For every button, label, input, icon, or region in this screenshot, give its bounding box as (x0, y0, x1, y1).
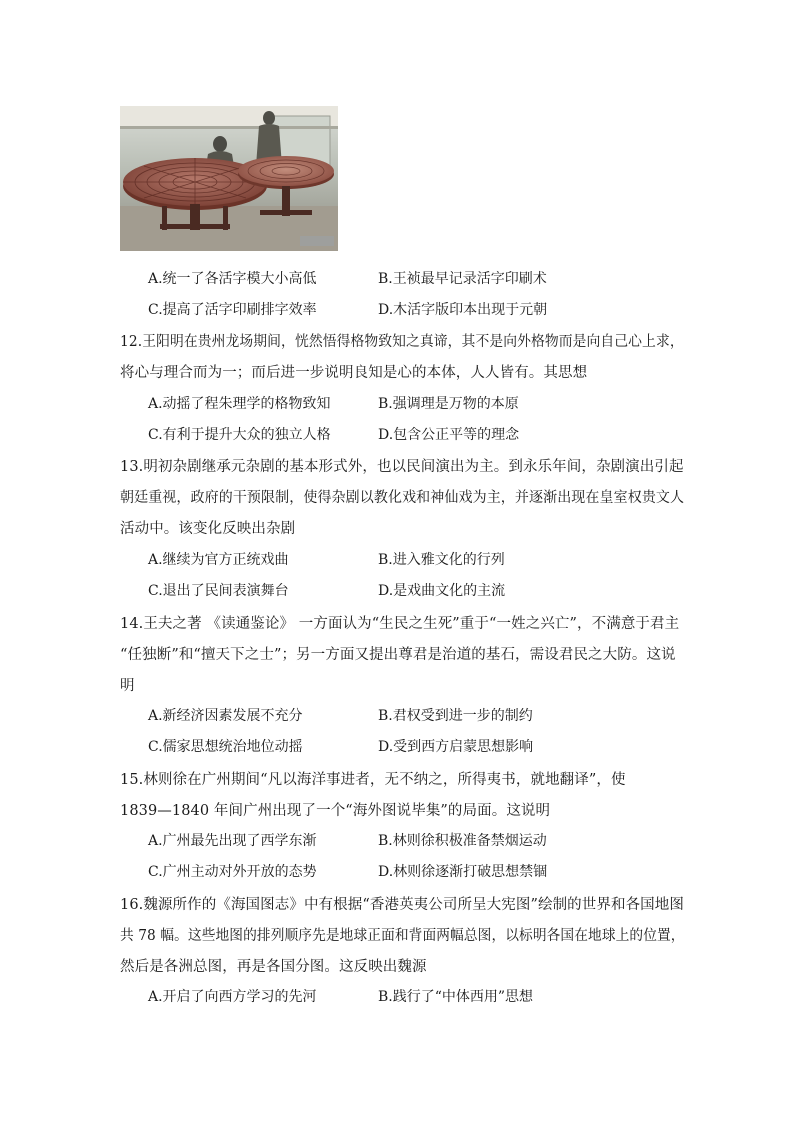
q12-option-c: C.有利于提升大众的独立人格 (148, 427, 331, 443)
q15-option-b: B.林则徐积极准备禁烟运动 (378, 833, 547, 849)
q16-option-b: B.践行了“中体西用”思想 (378, 989, 534, 1005)
q12-option-d: D.包含公正平等的理念 (378, 427, 520, 443)
q13-option-a: A.继续为官方正统戏曲 (148, 552, 289, 568)
q14-option-a: A.新经济因素发展不充分 (148, 708, 303, 724)
q16-stem-line-2: 共 78 幅。这些地图的排列顺序先是地球正面和背面两幅总图，以标明各国在地球上的位置， (120, 928, 685, 944)
q12-stem-line-2: 将心与理合而为一；而后进一步说明良知是心的本体，人人皆有。其思想 (120, 365, 588, 381)
q13-stem-line-1: 13.明初杂剧继承元杂剧的基本形式外，也以民间演出为主。到永乐年间，杂剧演出引起 (120, 459, 684, 475)
q15-stem-line-2: 1839—1840 年间广州出现了一个“海外图说毕集”的局面。这说明 (120, 803, 551, 819)
q13-option-b: B.进入雅文化的行列 (378, 552, 505, 568)
q15-option-a: A.广州最先出现了西学东渐 (148, 833, 317, 849)
q15-stem-line-1: 15.林则徐在广州期间“凡以海洋事进者，无不纳之，所得夷书，就地翻译”，使 (120, 772, 626, 788)
q16-stem-line-3: 然后是各洲总图，再是各国分图。这反映出魏源 (120, 959, 427, 975)
q11-option-c: C.提高了活字印刷排字效率 (148, 302, 317, 318)
q14-option-b: B.君权受到进一步的制约 (378, 708, 533, 724)
q12-option-b: B.强调理是万物的本原 (378, 396, 519, 412)
q11-option-b: B.王祯最早记录活字印刷术 (378, 271, 547, 287)
q15-option-c: C.广州主动对外开放的态势 (148, 864, 317, 880)
q13-stem-line-2: 朝廷重视，政府的干预限制，使得杂剧以教化戏和神仙戏为主，并逐渐出现在皇室权贵文人 (120, 490, 685, 506)
q13-option-c: C.退出了民间表演舞台 (148, 583, 289, 599)
q13-stem-line-3: 活动中。该变化反映出杂剧 (120, 521, 296, 537)
q15-option-d: D.林则徐逐渐打破思想禁锢 (378, 864, 548, 880)
q14-option-c: C.儒家思想统治地位动摇 (148, 739, 303, 755)
q12-option-a: A.动摇了程朱理学的格物致知 (148, 396, 331, 412)
q11-option-d: D.木活字版印本出现于元朝 (378, 302, 548, 318)
q16-stem-line-1: 16.魏源所作的《海国图志》中有根据“香港英夷公司所呈大宪图”绘制的世界和各国地图 (120, 897, 684, 913)
q16-option-a: A.开启了向西方学习的先河 (148, 989, 317, 1005)
q11-option-a: A.统一了各活字模大小高低 (148, 271, 317, 287)
q13-option-d: D.是戏曲文化的主流 (378, 583, 506, 599)
q12-stem-line-1: 12.王阳明在贵州龙场期间，恍然悟得格物致知之真谛，其不是向外格物而是向自己心上求， (120, 334, 684, 350)
q14-stem-line-1: 14.王夫之著 《读通鉴论》 一方面认为“生民之生死”重于“一姓之兴亡”，不满意于君主 (120, 616, 680, 632)
movable-type-table-photo (120, 106, 338, 251)
q14-stem-line-2: “任独断”和“擅天下之士”；另一方面又提出尊君是治道的基石，需设君民之大防。这说 (120, 647, 676, 663)
q14-option-d: D.受到西方启蒙思想影响 (378, 739, 534, 755)
q14-stem-line-3: 明 (120, 678, 135, 694)
